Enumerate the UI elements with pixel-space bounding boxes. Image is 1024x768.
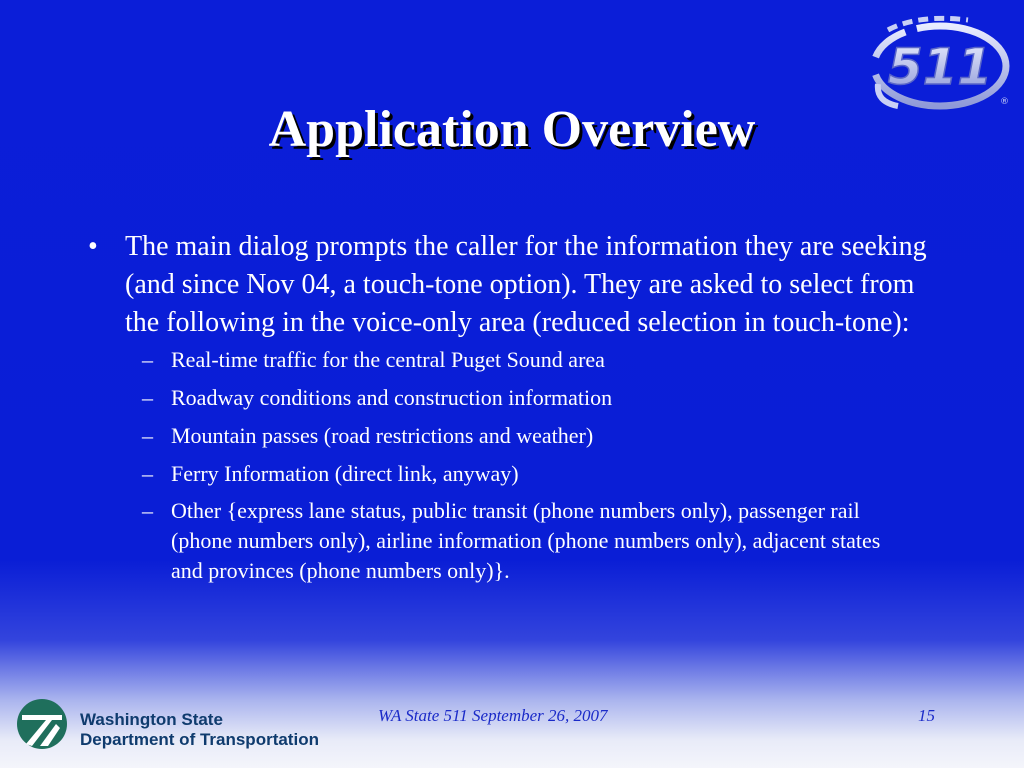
page-number: 15: [918, 706, 935, 725]
511-logo: [858, 12, 1014, 112]
sub-bullet-list: [85, 344, 945, 586]
sub-bullet: [85, 344, 911, 376]
dash-mark: –: [142, 498, 153, 523]
sub-bullet-text: Other {express lane status, public transit (phone numbers only), passenger rail (phone numbers only), airline information (phone numbers only), adjacent states and provinces (phone numbers only)}.: [171, 498, 881, 583]
dash-mark: –: [142, 423, 153, 448]
wsdot-name-line1: Washington State: [80, 710, 223, 729]
sub-bullet: [85, 382, 911, 414]
sub-bullet: [85, 496, 911, 586]
dash-mark: –: [142, 461, 153, 486]
footer-text: WA State 511 September 26, 2007: [378, 706, 608, 725]
dash-mark: –: [142, 347, 153, 372]
trademark-symbol: ®: [1000, 97, 1009, 107]
slide-title: Application Overview: [268, 101, 756, 158]
sub-bullet: [85, 458, 911, 490]
main-bullet-text: The main dialog prompts the caller for the information they are seeking (and since Nov 04, a touch-tone option). They are asked to select from the following in the voice-only area (reduced selection in touch-tone):: [125, 231, 927, 338]
slide-content: [85, 228, 945, 592]
sub-bullet-text: Mountain passes (road restrictions and weather): [171, 423, 594, 448]
wsdot-name: [80, 710, 319, 750]
511-logo-text: 511: [887, 38, 993, 96]
sub-bullet-text: Roadway conditions and construction information: [171, 385, 613, 410]
main-bullet: [85, 228, 945, 342]
sub-bullet-text: Real-time traffic for the central Puget Sound area: [171, 347, 605, 372]
sub-bullet: [85, 420, 911, 452]
wsdot-name-line2: Department of Transportation: [80, 730, 319, 749]
dash-mark: –: [142, 385, 153, 410]
sub-bullet-text: Ferry Information (direct link, anyway): [171, 461, 519, 486]
bullet-mark: •: [88, 231, 98, 262]
wsdot-logo-icon: [16, 698, 68, 750]
